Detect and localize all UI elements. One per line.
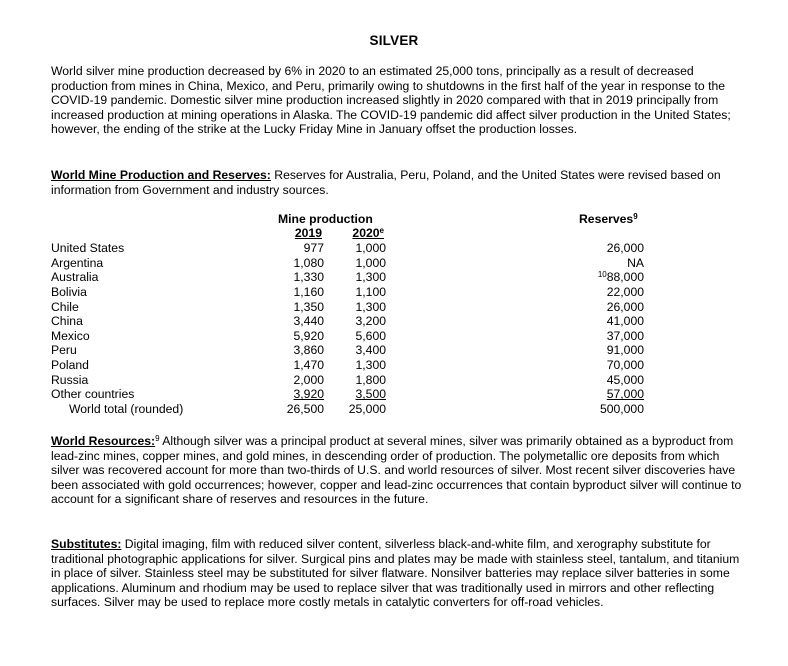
substitutes-heading: Substitutes: [51,537,122,551]
table-row [51,387,671,402]
reserves-value-with-footnote [581,270,644,285]
reserves-value: 41,000 [606,314,644,329]
reserves-header [579,212,638,226]
table-row [51,329,671,344]
production-2019: 2,000 [293,372,324,387]
reserves-value: 37,000 [606,328,644,343]
mine-production-reserves-paragraph [51,168,751,197]
reserves-footnote-marker: 10 [597,270,607,280]
substitutes-paragraph [51,537,751,610]
production-2020: 5,600 [355,328,386,343]
production-2019: 3,920 [293,387,324,402]
country-name: Peru [51,343,77,358]
production-2020: 1,300 [355,270,386,285]
intro-paragraph: World silver mine production decreased by 6% in 2020 to an estimated 25,000 tons, principally as a result of decreased production from mines in China, Mexico, and Peru, primarily owing to shutdowns in the first half of the year in response to the COVID-19 pandemic. Domestic silver mine production increased slightly in 2020 compared with that in 2019 principally from increased production at mining operations in Alaska. The COVID-19 pandemic did affect silver production in the United States; however, the ending of the strike at the Lucky Friday Mine in January offset the production losses. [51,64,731,137]
production-2019: 5,920 [293,328,324,343]
world-resources-heading: World Resources: [51,434,156,448]
reserves-footnote-marker: 9 [633,212,638,221]
year-2020-label: 2020 [352,226,380,240]
production-2019: 1,330 [293,270,324,285]
production-2019: 1,350 [293,299,324,314]
production-2020: 1,300 [355,299,386,314]
reserves-header-label: Reserves [579,212,634,226]
production-2019: 1,470 [293,358,324,373]
production-2020: 1,300 [355,358,386,373]
production-2019: 3,440 [293,314,324,329]
table-row [51,241,671,256]
production-2020: 1,000 [355,255,386,270]
production-2019: 3,860 [293,343,324,358]
table-row [51,270,671,285]
reserves-value: 500,000 [599,402,644,417]
country-name: Other countries [51,387,135,402]
production-2020: 3,400 [355,343,386,358]
country-name: Australia [51,270,99,285]
country-name: Argentina [51,255,104,270]
reserves-value: 26,000 [606,241,644,255]
estimate-marker: e [379,226,384,235]
mine-production-header: Mine production [278,212,373,226]
production-2020: 25,000 [348,402,386,417]
production-2020: 3,200 [355,314,386,329]
reserves-value: NA [627,255,644,270]
table-row [51,285,671,300]
reserves-value: 70,000 [606,358,644,373]
mine-production-reserves-text: Reserves for Australia, Peru, Poland, and the United States were revised based on information from Government and industry sources. [51,168,721,197]
reserves-value: 22,000 [606,284,644,299]
production-reserves-table [51,241,671,417]
world-resources-text: Although silver was a principal product at several mines, silver was primarily obtained as a byproduct from lead-zinc mines, copper mines, and gold mines, in descending order of production. The polymetallic ore deposits from which silver was recovered account for more than two-thirds of U.S. and world resources of silver. Most recent silver discoveries have been associated with gold occurrences; however, copper and lead-zinc occurrences that contain byproduct silver will continue to account for a significant share of reserves and resources in the future. [51,434,742,507]
table-total-row [51,402,671,417]
country-name: World total (rounded) [69,402,184,417]
country-name: China [51,314,83,329]
country-name: Poland [51,358,89,373]
reserves-value: 91,000 [606,343,644,358]
production-2020: 1,800 [355,372,386,387]
world-resources-footnote-marker: 9 [155,434,160,443]
table-row [51,373,671,388]
table-row [51,300,671,315]
table-row [51,256,671,271]
production-2020: 1,100 [355,284,386,299]
production-2019: 1,160 [293,284,324,299]
production-2019: 1,080 [293,255,324,270]
country-name: Bolivia [51,284,87,299]
country-name: Chile [51,299,79,314]
production-2020: 1,000 [355,241,386,255]
year-2019-header: 2019 [294,226,322,240]
substitutes-text: Digital imaging, film with reduced silver content, silverless black-and-white film, and xerography substitute for traditional photographic applications for silver. Surgical pins and plates may be made with stainless steel, tantalum, and titanium in place of silver. Stainless steel may be substituted for silver flatware. Nonsilver batteries may replace silver batteries in some applications. Aluminum and rhodium may be used to replace silver that was traditionally used in mirrors and other reflecting surfaces. Silver may be used to replace more costly metals in catalytic converters for off-road vehicles. [51,537,740,610]
table-row [51,343,671,358]
year-2020-header [336,227,384,240]
country-name: United States [51,241,125,255]
production-2019: 977 [303,241,324,255]
table-row [51,314,671,329]
reserves-value: 88,000 [606,270,644,285]
production-2019: 26,500 [286,402,324,417]
mine-production-reserves-heading: World Mine Production and Reserves: [51,168,271,182]
country-name: Mexico [51,328,90,343]
reserves-value: 26,000 [606,299,644,314]
reserves-value: 57,000 [606,387,644,402]
country-name: Russia [51,372,89,387]
page-title: SILVER [369,33,419,48]
table-row [51,358,671,373]
reserves-value: 45,000 [606,372,644,387]
production-2020: 3,500 [355,387,386,402]
world-resources-paragraph [51,434,751,507]
